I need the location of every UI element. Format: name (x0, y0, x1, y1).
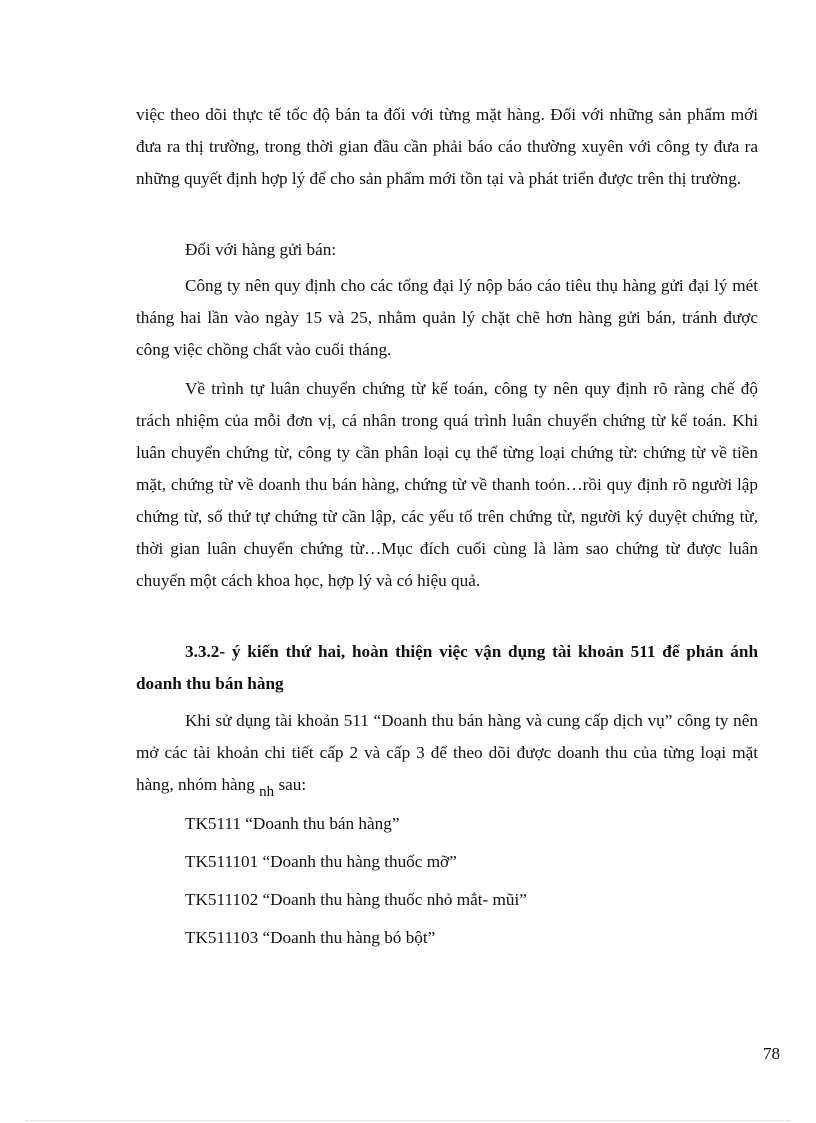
account-item-511102: TK511102 “Doanh thu hàng thuốc nhỏ mắt- mũi” (185, 890, 527, 909)
paragraph-text: việc theo dõi thực tế tốc độ bán ta đối với từng mặt hàng. Đối với những sản phẩm mới đưa ra thị trường, trong thời gian đầu cần phải báo cáo thường xuyên với công ty đưa ra những quyết định hợp lý để cho sản phẩm mới tồn tại và phát triển được trên thị trường. (136, 105, 758, 188)
page-bottom-border (26, 1120, 790, 1121)
paragraph-consignment-heading (136, 234, 758, 266)
paragraph-main-text: Khi sử dụng tài khoản 511 “Doanh thu bán hàng và cung cấp dịch vụ” công ty nên mở các tài khoản chi tiết cấp 2 và cấp 3 để theo dõi được doanh thu của từng loại mặt hàng, nhóm hàng (136, 711, 758, 794)
account-item-511103: TK511103 “Doanh thu hàng bó bột” (185, 928, 436, 947)
paragraph-sales-tracking (136, 99, 758, 195)
paragraph-document-flow (136, 373, 758, 597)
paragraph-tail-text: sau: (274, 775, 307, 794)
account-list (136, 808, 758, 954)
paragraph-text: Đối với hàng gửi bán: (185, 240, 337, 259)
section-heading-text: 3.3.2- ý kiến thứ hai, hoàn thiện việc vận dụng tài khoản 511 để phản ánh doanh thu bán hàng (136, 642, 758, 693)
account-item-5111: TK5111 “Doanh thu bán hàng” (185, 814, 400, 833)
paragraph-text (136, 705, 758, 802)
page-number: 78 (763, 1044, 780, 1063)
paragraph-consignment-report (136, 270, 758, 366)
paragraph-subscript-text: nh (259, 784, 275, 800)
section-heading-3-3-2 (136, 636, 758, 700)
account-item-511101: TK511101 “Doanh thu hàng thuốc mỡ” (185, 852, 457, 871)
paragraph-account-511 (136, 705, 758, 802)
paragraph-text: Về trình tự luân chuyển chứng từ kế toán, công ty nên quy định rõ ràng chế độ trách nhiệm của mỗi đơn vị, cá nhân trong quá trình luân chuyển chứng từ kế toán. Khi luân chuyển chứng từ, công ty cần phân loại cụ thể từng loại chứng từ: chứng từ về tiền mặt, chứng từ về doanh thu bán hàng, chứng từ về thanh toỏn…rồi quy định rõ người lập chứng từ, số thứ tự chứng từ cần lập, các yếu tố trên chứng từ, người ký duyệt chứng từ, thời gian luân chuyển chứng từ…Mục đích cuối cùng là làm sao chứng từ được luân chuyển một cách khoa học, hợp lý và có hiệu quả. (136, 379, 758, 590)
paragraph-text: Công ty nên quy định cho các tổng đại lý nộp báo cáo tiêu thụ hàng gửi đại lý mét tháng hai lần vào ngày 15 và 25, nhằm quản lý chặt chẽ hơn hàng gửi bán, tránh được công việc chồng chất vào cuối tháng. (136, 276, 758, 359)
